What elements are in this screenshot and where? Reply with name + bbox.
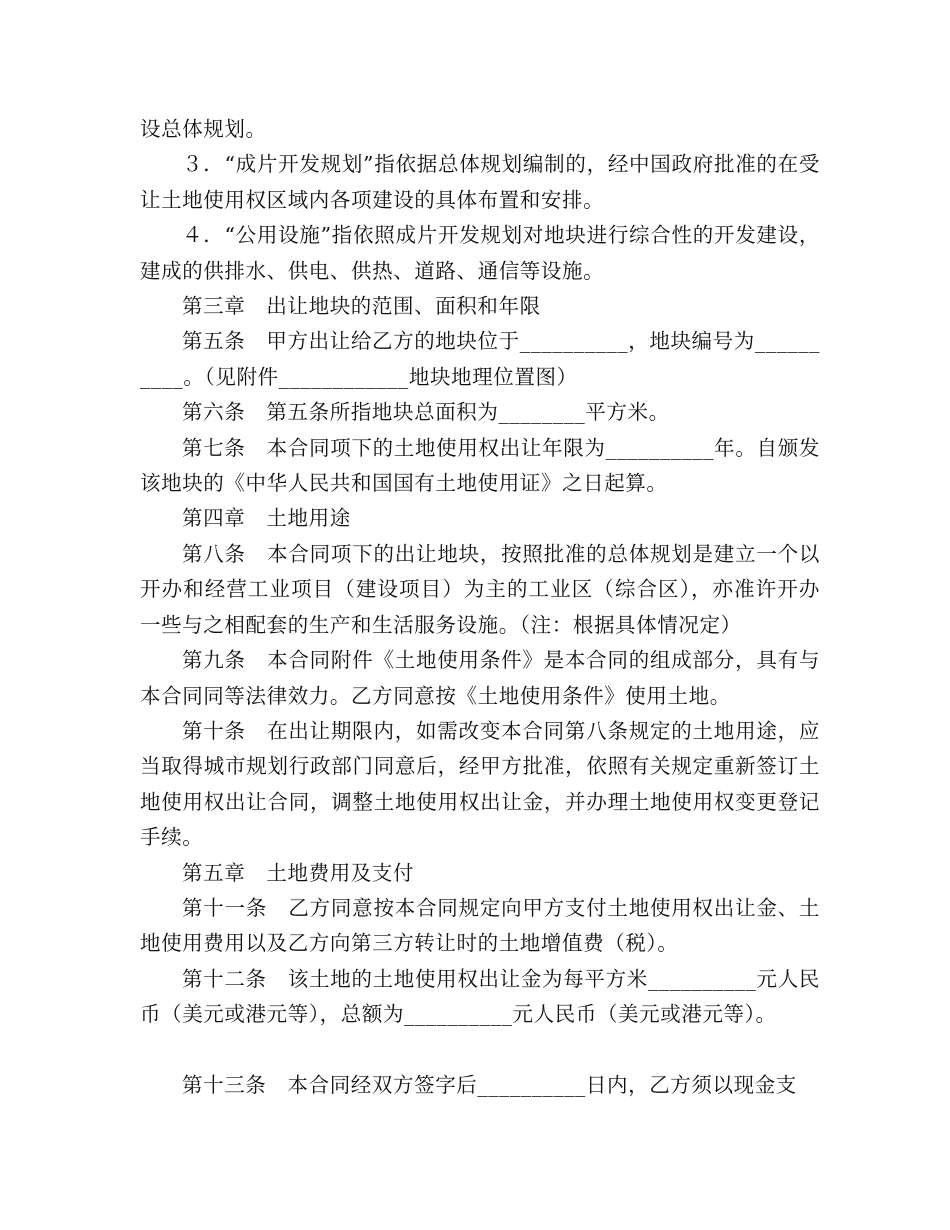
- contract-text: [140, 112, 820, 1103]
- article-9: 第九条 本合同附件《土地使用条件》是本合同的组成部分，具有与本合同同等法律效力。乙方同意按《土地使用条件》使用土地。: [140, 648, 820, 708]
- article-12: 第十二条 该土地的土地使用权出让金为每平方米__________元人民币（美元或港元等），总额为__________元人民币（美元或港元等）。: [140, 966, 820, 1027]
- definition-3: ３．“成片开发规划”指依据总体规划编制的，经中国政府批准的在受让土地使用权区域内各项建设的具体布置和安排。: [140, 152, 820, 212]
- chapter-5-heading: 第五章 土地费用及支付: [182, 860, 415, 885]
- article-7: 第七条 本合同项下的土地使用权出让年限为__________年。自颁发该地块的《中华人民共和国国有土地使用证》之日起算。: [140, 435, 820, 496]
- article-10: 第十条 在出让期限内，如需改变本合同第八条规定的土地用途，应当取得城市规划行政部门同意后，经甲方批准，依照有关规定重新签订土地使用权出让合同，调整土地使用权出让金，并办理土地使用权变更登记手续。: [140, 718, 820, 850]
- article-5: 第五条 甲方出让给乙方的地块位于__________，地块编号为__________。（见附件____________地块地理位置图）: [140, 329, 820, 389]
- article-8: 第八条 本合同项下的出让地块，按照批准的总体规划是建立一个以开办和经营工业项目（建设项目）为主的工业区（综合区），亦准许开办一些与之相配套的生产和生活服务设施。（注：根据具体情况定）: [140, 541, 820, 637]
- definition-4: ４．“公用设施”指依照成片开发规划对地块进行综合性的开发建设，建成的供排水、供电、供热、道路、通信等设施。: [140, 223, 820, 283]
- article-13: 第十三条 本合同经双方签字后__________日内，乙方须以现金支: [182, 1072, 797, 1097]
- paragraph-spacer: [140, 1033, 820, 1068]
- chapter-3-heading: 第三章 出让地块的范围、面积和年限: [182, 294, 541, 319]
- article-6: 第六条 第五条所指地块总面积为________平方米。: [182, 400, 670, 425]
- article-11: 第十一条 乙方同意按本合同规定向甲方支付土地使用权出让金、土地使用费用以及乙方向第三方转让时的土地增值费（税）。: [140, 895, 820, 956]
- paragraph-continuation: 设总体规划。: [140, 117, 267, 141]
- chapter-4-heading: 第四章 土地用途: [182, 506, 351, 531]
